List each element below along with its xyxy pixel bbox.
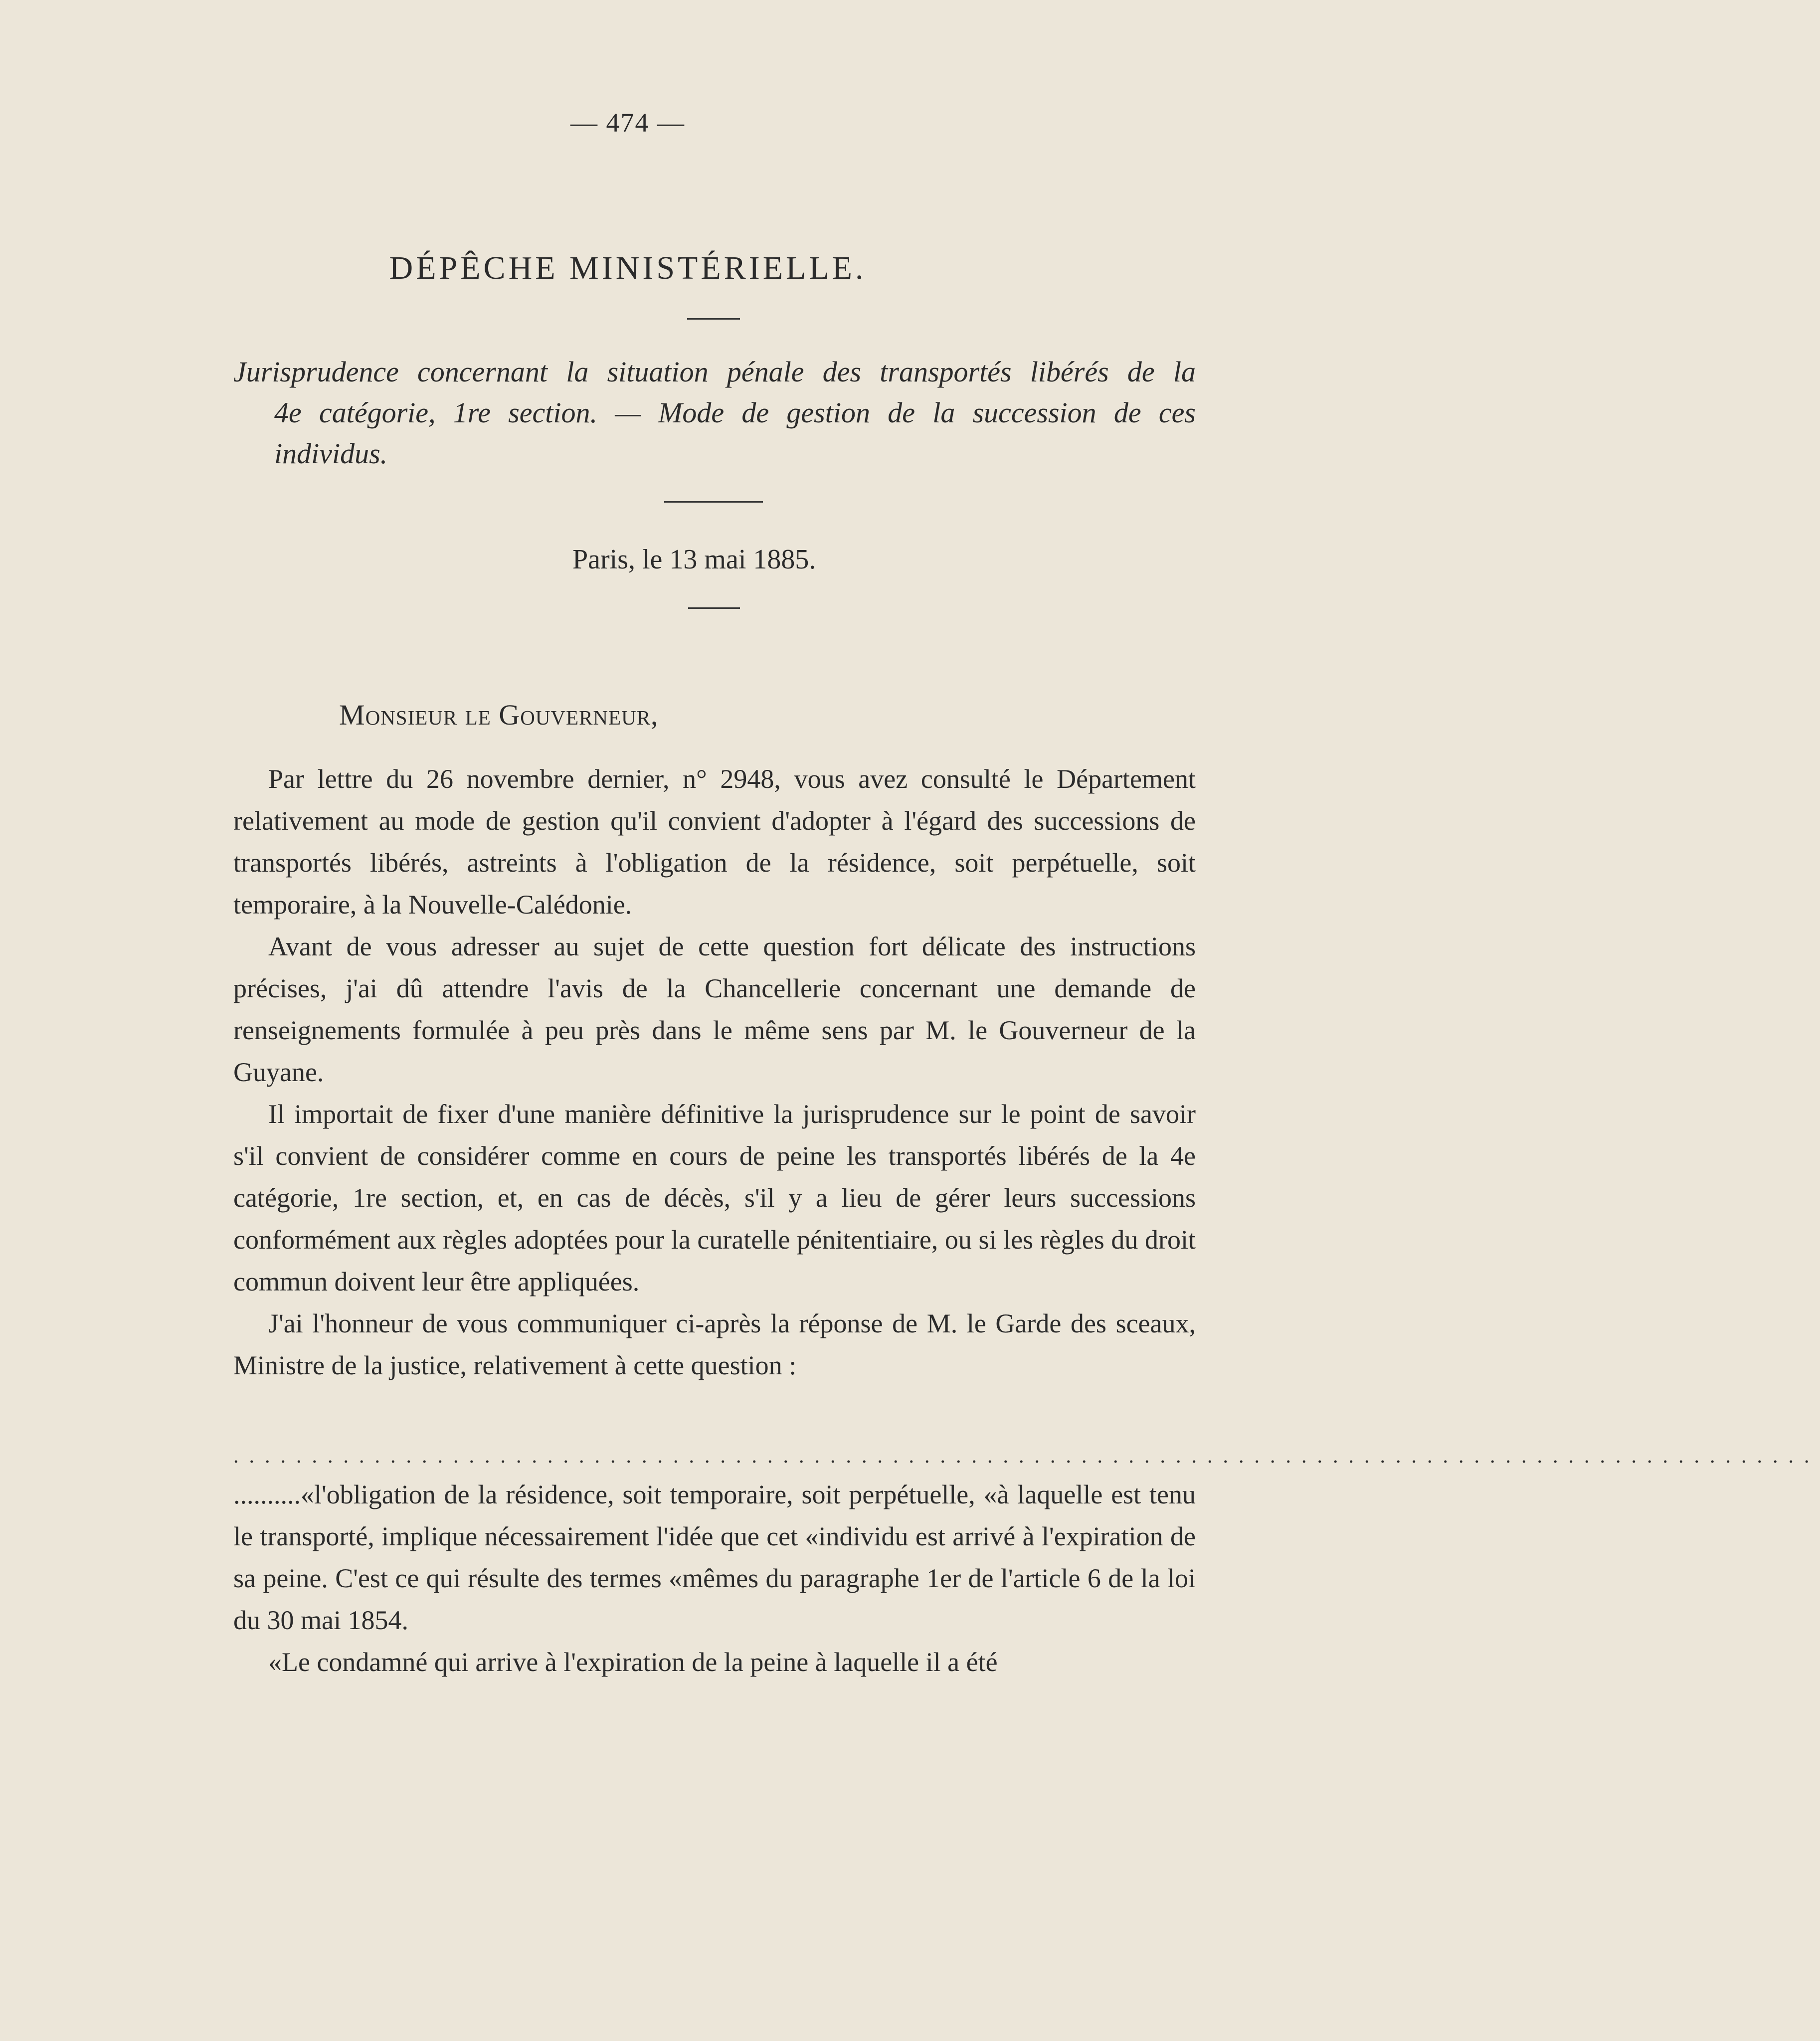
letter-body — [233, 758, 1196, 1386]
quoted-reply — [233, 1474, 1196, 1683]
subject-heading — [233, 352, 1196, 474]
subject-divider — [664, 501, 763, 503]
subject-line-1: Jurisprudence concernant la situation pénale des transportés libérés de la — [233, 356, 1196, 388]
body-paragraph: Par lettre du 26 novembre dernier, n° 2948, vous avez consulté le Département relativement au mode de gestion qu'il convient d'adopter à l'égard des successions de transportés libérés, astreints à l'obligation de la résidence, soit perpétuelle, soit temporaire, à la Nouvelle-Calédonie. — [233, 764, 1196, 920]
subject-line-2: 4e catégorie, 1re section. — Mode de gestion de la succession de ces — [274, 396, 1196, 429]
body-paragraph: Avant de vous adresser au sujet de cette question fort délicate des instructions précises, j'ai dû attendre l'avis de la Chancellerie concernant une demande de renseignements formulée à peu près dans le même sens par M. le Gouverneur de la Guyane. — [233, 931, 1196, 1087]
page-number: — 474 — — [570, 108, 685, 138]
dateline-divider — [688, 607, 740, 609]
dateline: Paris, le 13 mai 1885. — [572, 544, 816, 575]
body-paragraph: J'ai l'honneur de vous communiquer ci-après la réponse de M. le Garde des sceaux, Ministre de la justice, relativement à cette question : — [233, 1308, 1196, 1380]
quote-paragraph: ..........«l'obligation de la résidence, soit temporaire, soit perpétuelle, «à laquelle est tenu le transporté, implique nécessairement l'idée que cet «individu est arrivé à l'expiration de sa peine. C'est ce qui résulte des termes «mêmes du paragraphe 1er de l'article 6 de la loi du 30 mai 1854. — [233, 1480, 1196, 1635]
salutation: Monsieur le Gouverneur, — [339, 699, 659, 731]
ellipsis-separator: ..................................................................................................... — [233, 1445, 1820, 1468]
title-divider — [687, 318, 740, 320]
quote-paragraph: «Le condamné qui arrive à l'expiration de la peine à laquelle il a été — [268, 1647, 998, 1677]
body-paragraph: Il importait de fixer d'une manière définitive la jurisprudence sur le point de savoir s'il convient de considérer comme en cours de peine les transportés libérés de la 4e catégorie, 1re section, et, en cas de décès, s'il y a lieu de gérer leurs successions conformément aux règles adoptées pour la curatelle pénitentiaire, ou si les règles du droit commun doivent leur être appliquées. — [233, 1099, 1196, 1297]
subject-line-3: individus. — [274, 437, 388, 470]
page-title: DÉPÊCHE MINISTÉRIELLE. — [389, 250, 867, 286]
